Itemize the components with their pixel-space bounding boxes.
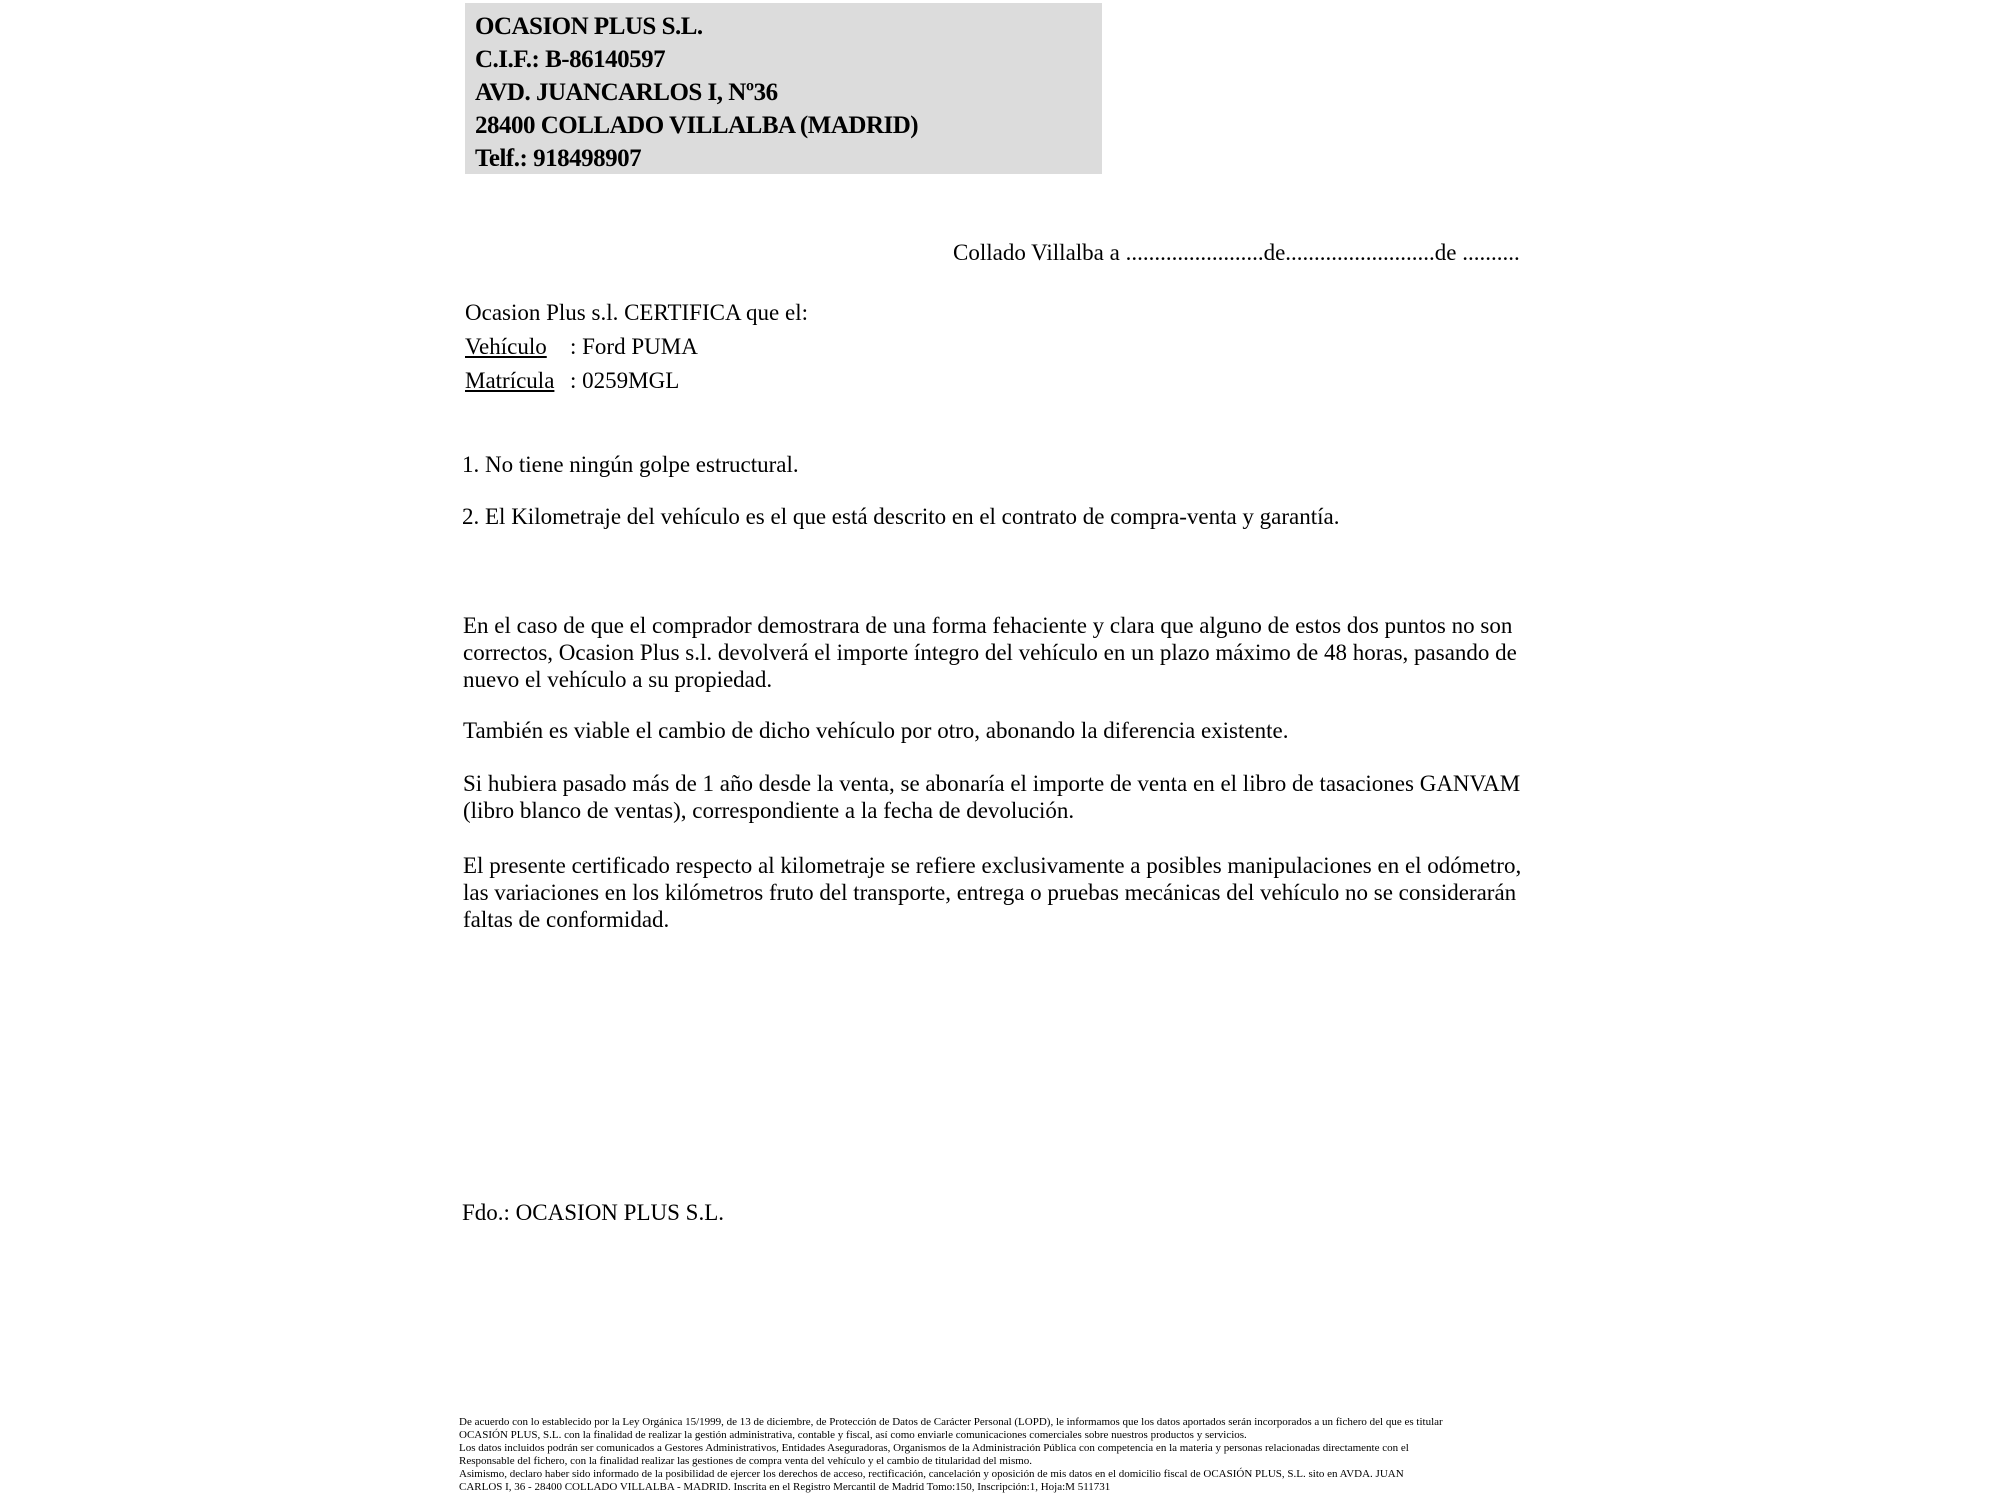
- footer-line-3: Los datos incluidos podrán ser comunicados a Gestores Administrativos, Entidades Aseguradoras, Organismos de la Administración Pública con competencia en la materia y personas relacionadas directamente con el: [459, 1442, 1409, 1454]
- footer-line-5: Asimismo, declaro haber sido informado de la posibilidad de ejercer los derechos de acceso, rectificación, cancelación y oposición de mis datos en el domicilio fiscal de OCASIÓN PLUS, S.L. sito en AVDA. JUAN: [459, 1468, 1404, 1480]
- footer-line-1: De acuerdo con lo establecido por la Ley Orgánica 15/1999, de 13 de diciembre, de Protección de Datos de Carácter Personal (LOPD), le informamos que los datos aportados serán incorporados a un fichero del que es titular: [459, 1416, 1443, 1428]
- date-blank-line: Collado Villalba a ........................de..........................de ..........: [953, 240, 1520, 265]
- footer-line-2: OCASIÓN PLUS, S.L. con la finalidad de realizar la gestión administrativa, contable y fiscal, así como enviarle comunicaciones comerciales sobre nuestros productos y servicios.: [459, 1429, 1247, 1441]
- point-structural: 1. No tiene ningún golpe estructural.: [462, 452, 799, 477]
- footer-line-6: CARLOS I, 36 - 28400 COLLADO VILLALBA - MADRID. Inscrita en el Registro Mercantil de Madrid Tomo:150, Inscripción:1, Hoja:M 511731: [459, 1481, 1111, 1493]
- plate-row: [465, 364, 808, 398]
- point-mileage: 2. El Kilometraje del vehículo es el que está descrito en el contrato de compra-venta y garantía.: [462, 504, 1340, 529]
- certify-intro: Ocasion Plus s.l. CERTIFICA que el:: [465, 300, 808, 325]
- company-phone: Telf.: 918498907: [475, 145, 642, 172]
- vehicle-row: [465, 330, 808, 364]
- legal-footer: [459, 1416, 1443, 1494]
- paragraph-ganvam: Si hubiera pasado más de 1 año desde la venta, se abonaría el importe de venta en el libro de tasaciones GANVAM (libro blanco de ventas), correspondiente a la fecha de devolución.: [463, 771, 1521, 823]
- plate-value: : 0259MGL: [570, 368, 680, 393]
- company-address: AVD. JUANCARLOS I, Nº36: [475, 79, 778, 106]
- paragraph-odometer: El presente certificado respecto al kilometraje se refiere exclusivamente a posibles manipulaciones en el odómetro, las variaciones en los kilómetros fruto del transporte, entrega o pruebas mecánicas del vehículo no se considerarán faltas de conformidad.: [463, 853, 1522, 932]
- signature-line: Fdo.: OCASION PLUS S.L.: [462, 1200, 724, 1225]
- company-name: OCASION PLUS S.L.: [475, 13, 703, 40]
- paragraph-refund: En el caso de que el comprador demostrara de una forma fehaciente y clara que alguno de estos dos puntos no son correctos, Ocasion Plus s.l. devolverá el importe íntegro del vehículo en un plazo máximo de 48 horas, pasando de nuevo el vehículo a su propiedad.: [463, 613, 1517, 692]
- company-header-box: [465, 3, 1102, 174]
- footer-line-4: Responsable del fichero, con la finalidad realizar las gestiones de compra venta del vehículo y el cambio de titularidad del mismo.: [459, 1455, 1033, 1467]
- plate-label: Matrícula: [465, 368, 555, 393]
- company-cif: C.I.F.: B-86140597: [475, 46, 666, 73]
- certify-block: [465, 296, 808, 398]
- company-city: 28400 COLLADO VILLALBA (MADRID): [475, 112, 919, 139]
- vehicle-label: Vehículo: [465, 334, 547, 359]
- paragraph-exchange: También es viable el cambio de dicho vehículo por otro, abonando la diferencia existente.: [463, 718, 1289, 743]
- vehicle-value: : Ford PUMA: [570, 334, 698, 359]
